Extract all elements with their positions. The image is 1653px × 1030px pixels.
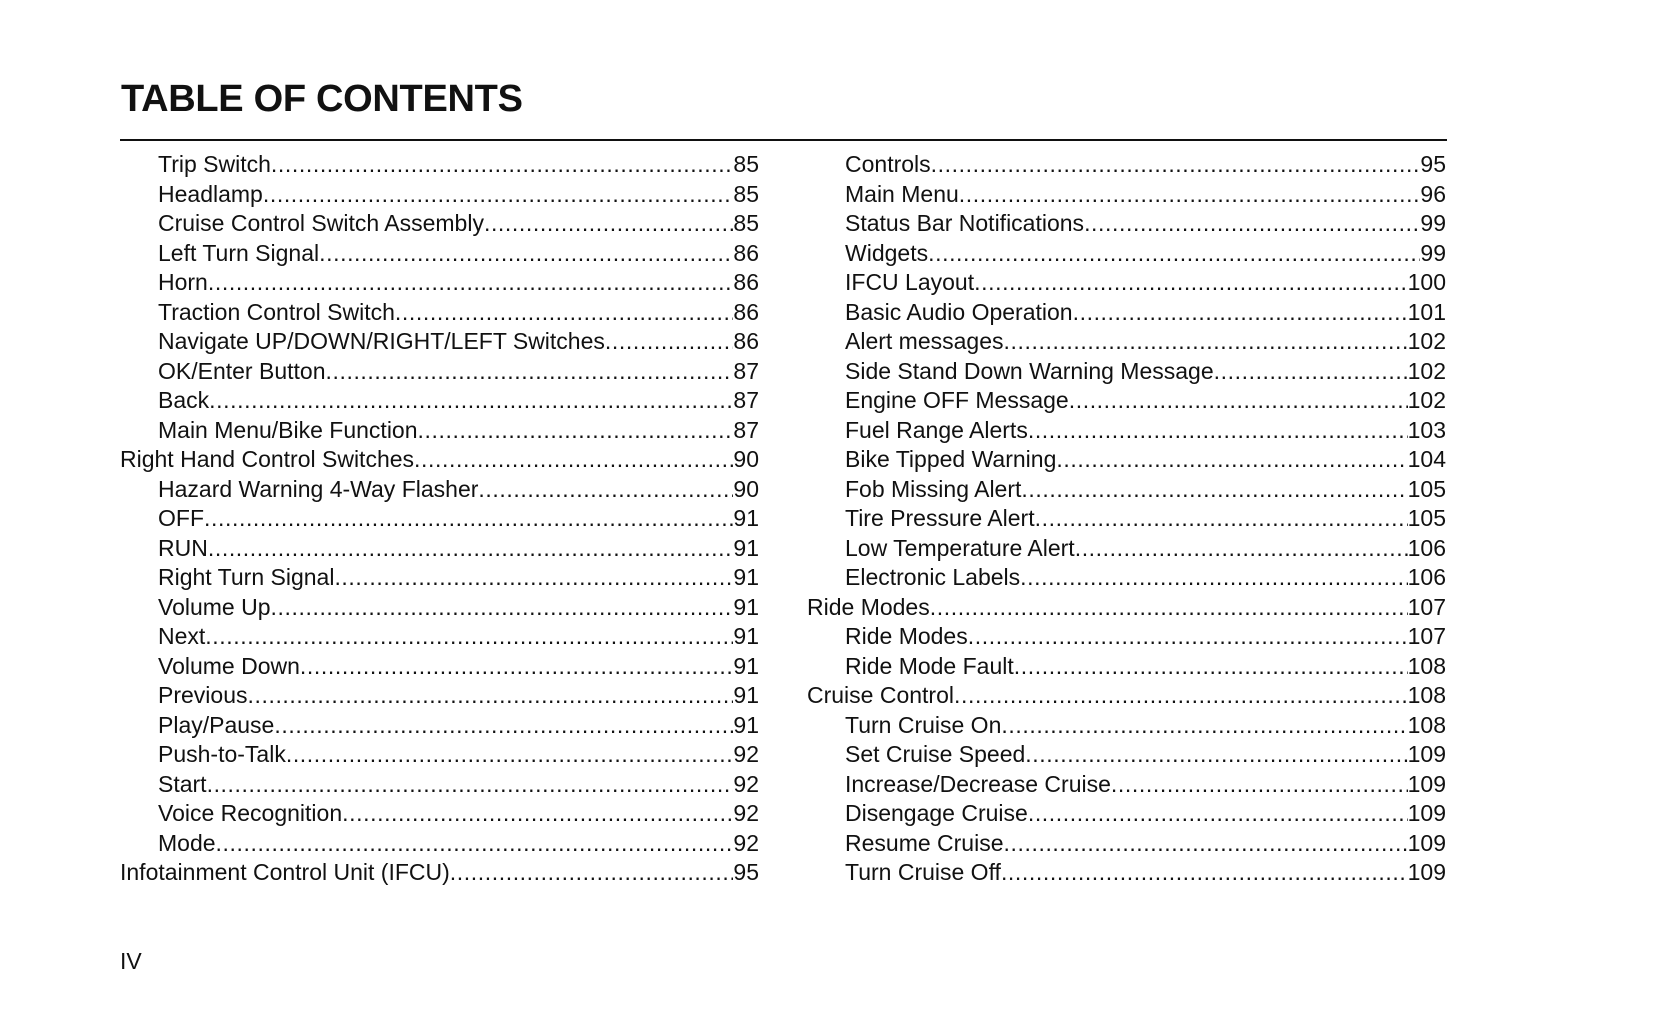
dot-leader [1004, 327, 1408, 357]
toc-entry-label: Electronic Labels [845, 564, 1021, 590]
toc-entry-page: 91 [733, 682, 759, 708]
dot-leader [959, 180, 1421, 210]
toc-entry-page: 92 [733, 770, 759, 797]
toc-entry[interactable] [120, 829, 759, 859]
toc-entry-page: 99 [1420, 239, 1446, 266]
toc-entry-label: Right Hand Control Switches [120, 446, 415, 472]
toc-entry[interactable] [120, 239, 759, 269]
toc-entry-page: 92 [733, 741, 759, 767]
toc-entry[interactable] [807, 150, 1446, 180]
toc-entry-page: 92 [733, 829, 759, 856]
dot-leader [1020, 563, 1407, 593]
dot-leader [204, 504, 733, 534]
dot-leader [1214, 357, 1408, 387]
dot-leader [319, 239, 733, 269]
dot-leader [208, 534, 734, 564]
toc-entry[interactable] [807, 711, 1446, 741]
toc-entry[interactable] [120, 180, 759, 210]
dot-leader [954, 681, 1408, 711]
dot-leader [247, 681, 733, 711]
toc-entry[interactable] [807, 563, 1446, 593]
toc-entry[interactable] [120, 770, 759, 800]
toc-entry[interactable] [807, 239, 1446, 269]
toc-entry-page: 102 [1407, 387, 1446, 413]
toc-entry[interactable] [807, 534, 1446, 564]
toc-entry[interactable] [807, 858, 1446, 888]
toc-entry-label: Horn [158, 269, 208, 295]
toc-entry-label: Bike Tipped Warning [845, 446, 1057, 472]
toc-entry-label: Turn Cruise Off [845, 859, 1001, 885]
toc-entry-label: Set Cruise Speed [845, 741, 1026, 767]
toc-entry-label: Side Stand Down Warning Message [845, 357, 1214, 384]
toc-entry[interactable] [807, 327, 1446, 357]
toc-entry-label: Controls [845, 151, 931, 177]
toc-entry-page: 109 [1407, 829, 1446, 856]
toc-entry[interactable] [807, 770, 1446, 800]
toc-entry-page: 105 [1407, 475, 1446, 502]
toc-entry[interactable] [807, 357, 1446, 387]
toc-entry-label: Right Turn Signal [158, 564, 335, 590]
toc-entry-page: 91 [733, 593, 759, 620]
dot-leader [414, 445, 733, 475]
toc-entry-label: Disengage Cruise [845, 800, 1028, 826]
toc-entry-page: 87 [733, 416, 759, 443]
toc-entry-page: 104 [1407, 446, 1446, 472]
toc-entry-page: 107 [1407, 593, 1446, 620]
toc-entry-label: Volume Down [158, 652, 300, 679]
toc-entry-page: 100 [1407, 269, 1446, 295]
dot-leader [1075, 534, 1408, 564]
toc-entry-label: IFCU Layout [845, 269, 975, 295]
toc-section-entry[interactable] [807, 681, 1446, 711]
toc-entry[interactable] [807, 209, 1446, 239]
page-title: TABLE OF CONTENTS [121, 78, 523, 120]
toc-entry-label: Alert messages [845, 328, 1004, 354]
toc-entry-page: 102 [1407, 328, 1446, 354]
toc-entry-label: Low Temperature Alert [845, 534, 1075, 561]
dot-leader [395, 298, 734, 328]
toc-entry-label: RUN [158, 534, 208, 561]
dot-leader [478, 475, 733, 505]
toc-entry-page: 90 [733, 475, 759, 502]
dot-leader [271, 593, 734, 623]
toc-entry[interactable] [120, 298, 759, 328]
dot-leader [205, 622, 733, 652]
toc-entry-page: 103 [1407, 416, 1446, 443]
toc-entry-page: 85 [733, 180, 759, 207]
toc-entry[interactable] [807, 445, 1446, 475]
toc-entry[interactable] [120, 475, 759, 505]
toc-entry[interactable] [120, 681, 759, 711]
toc-entry[interactable] [120, 622, 759, 652]
title-rule [120, 139, 1447, 141]
page-number: IV [120, 948, 142, 974]
toc-entry-label: Play/Pause [158, 711, 275, 738]
toc-entry-label: Ride Mode Fault [845, 652, 1014, 679]
dot-leader [484, 209, 733, 239]
toc-entry-label: Traction Control Switch [158, 298, 395, 325]
toc-entry[interactable] [807, 799, 1446, 829]
toc-entry-page: 95 [733, 859, 759, 885]
dot-leader [263, 180, 734, 210]
toc-section-entry[interactable] [120, 445, 759, 475]
dot-leader [1084, 209, 1420, 239]
toc-entry-page: 99 [1420, 210, 1446, 236]
toc-entry-label: OK/Enter Button [158, 357, 326, 384]
toc-entry-page: 91 [733, 505, 759, 531]
toc-column-right [807, 150, 1446, 888]
toc-entry-page: 109 [1407, 741, 1446, 767]
toc-entry-page: 108 [1407, 711, 1446, 738]
toc-entry[interactable] [120, 357, 759, 387]
toc-entry[interactable] [120, 327, 759, 357]
dot-leader [274, 711, 733, 741]
toc-entry[interactable] [807, 386, 1446, 416]
toc-entry-page: 86 [733, 298, 759, 325]
dot-leader [1073, 298, 1408, 328]
toc-entry[interactable] [120, 740, 759, 770]
toc-entry-label: Resume Cruise [845, 829, 1004, 856]
toc-entry-label: Main Menu/Bike Function [158, 416, 418, 443]
toc-entry-page: 108 [1407, 652, 1446, 679]
toc-entry-page: 101 [1407, 298, 1446, 325]
toc-entry-page: 109 [1407, 800, 1446, 826]
toc-section-entry[interactable] [807, 593, 1446, 623]
toc-entry-label: Cruise Control [807, 682, 954, 708]
toc-entry-label: Voice Recognition [158, 800, 343, 826]
toc-section-entry[interactable] [120, 858, 759, 888]
toc-entry-label: Cruise Control Switch Assembly [158, 210, 484, 236]
dot-leader [931, 150, 1421, 180]
toc-entry-label: Next [158, 623, 206, 649]
toc-entry-label: Left Turn Signal [158, 239, 320, 266]
toc-entry-label: Back [158, 387, 210, 413]
dot-leader [1021, 475, 1407, 505]
toc-entry-label: Hazard Warning 4-Way Flasher [158, 475, 479, 502]
toc-entry[interactable] [807, 180, 1446, 210]
toc-entry-page: 85 [733, 210, 759, 236]
toc-entry-page: 86 [733, 328, 759, 354]
toc-entry[interactable] [120, 799, 759, 829]
toc-entry-page: 105 [1407, 505, 1446, 531]
dot-leader [208, 268, 734, 298]
dot-leader [271, 150, 734, 180]
dot-leader [1001, 711, 1407, 741]
toc-entry[interactable] [120, 563, 759, 593]
toc-entry-label: Main Menu [845, 180, 959, 207]
toc-entry[interactable] [120, 268, 759, 298]
toc-entry-page: 87 [733, 387, 759, 413]
toc-entry-page: 91 [733, 534, 759, 561]
toc-entry-page: 91 [733, 652, 759, 679]
toc-entry-page: 90 [733, 446, 759, 472]
dot-leader [418, 416, 734, 446]
toc-entry-page: 92 [733, 800, 759, 826]
dot-leader [334, 563, 733, 593]
toc-entry-label: Mode [158, 829, 216, 856]
dot-leader [1035, 504, 1408, 534]
toc-entry-label: Start [158, 770, 207, 797]
toc-entry[interactable] [807, 298, 1446, 328]
dot-leader [209, 386, 733, 416]
toc-entry[interactable] [807, 740, 1446, 770]
toc-entry[interactable] [807, 416, 1446, 446]
toc-entry-page: 109 [1407, 859, 1446, 885]
toc-entry-label: Trip Switch [158, 151, 271, 177]
toc-entry-label: Volume Up [158, 593, 271, 620]
toc-entry-label: Push-to-Talk [158, 741, 286, 767]
toc-entry[interactable] [120, 711, 759, 741]
dot-leader [1069, 386, 1408, 416]
toc-entry[interactable] [120, 652, 759, 682]
toc-entry[interactable] [807, 829, 1446, 859]
dot-leader [605, 327, 734, 357]
dot-leader [1111, 770, 1408, 800]
dot-leader [286, 740, 734, 770]
toc-entry-label: Tire Pressure Alert [845, 505, 1035, 531]
toc-entry[interactable] [120, 386, 759, 416]
dot-leader [342, 799, 733, 829]
toc-entry-page: 86 [733, 239, 759, 266]
toc-entry-label: Basic Audio Operation [845, 298, 1073, 325]
toc-entry-page: 85 [733, 151, 759, 177]
toc-entry[interactable] [807, 475, 1446, 505]
toc-entry[interactable] [120, 593, 759, 623]
toc-entry-page: 91 [733, 711, 759, 738]
toc-entry-label: Fob Missing Alert [845, 475, 1022, 502]
toc-entry-label: Navigate UP/DOWN/RIGHT/LEFT Switches [158, 328, 605, 354]
dot-leader [928, 239, 1420, 269]
dot-leader [1028, 799, 1408, 829]
toc-entry-label: Ride Modes [807, 593, 930, 620]
toc-entry-page: 109 [1407, 770, 1446, 797]
toc-entry[interactable] [807, 268, 1446, 298]
toc-entry-label: Increase/Decrease Cruise [845, 770, 1111, 797]
dot-leader [1028, 416, 1408, 446]
dot-leader [1001, 858, 1408, 888]
dot-leader [450, 858, 734, 888]
toc-entry-page: 86 [733, 269, 759, 295]
toc-entry[interactable] [120, 504, 759, 534]
toc-entry-page: 95 [1420, 151, 1446, 177]
dot-leader [1025, 740, 1407, 770]
dot-leader [1056, 445, 1407, 475]
toc-entry[interactable] [120, 150, 759, 180]
dot-leader [1004, 829, 1408, 859]
toc-entry-page: 102 [1407, 357, 1446, 384]
toc-entry-page: 107 [1407, 623, 1446, 649]
toc-entry[interactable] [120, 534, 759, 564]
toc-entry-page: 106 [1407, 534, 1446, 561]
toc-entry-page: 91 [733, 564, 759, 590]
toc-entry-label: OFF [158, 505, 204, 531]
toc-entry-page: 108 [1407, 682, 1446, 708]
dot-leader [974, 268, 1408, 298]
dot-leader [968, 622, 1408, 652]
toc-entry-label: Headlamp [158, 180, 263, 207]
toc-entry-label: Engine OFF Message [845, 387, 1069, 413]
dot-leader [300, 652, 733, 682]
dot-leader [930, 593, 1408, 623]
toc-column-left [120, 150, 759, 888]
toc-entry-label: Ride Modes [845, 623, 968, 649]
dot-leader [216, 829, 734, 859]
toc-entry-page: 87 [733, 357, 759, 384]
toc-entry-label: Previous [158, 682, 248, 708]
toc-entry-label: Fuel Range Alerts [845, 416, 1028, 443]
toc-entry[interactable] [120, 209, 759, 239]
toc-entry-page: 91 [733, 623, 759, 649]
toc-entry[interactable] [807, 652, 1446, 682]
toc-entry-label: Widgets [845, 239, 929, 266]
dot-leader [207, 770, 734, 800]
dot-leader [325, 357, 733, 387]
dot-leader [1014, 652, 1408, 682]
toc-entry[interactable] [120, 416, 759, 446]
toc-entry-label: Infotainment Control Unit (IFCU) [120, 859, 450, 885]
toc-entry-label: Status Bar Notifications [845, 210, 1085, 236]
toc-entry[interactable] [807, 504, 1446, 534]
toc-entry-page: 106 [1407, 564, 1446, 590]
toc-entry-page: 96 [1420, 180, 1446, 207]
toc-entry-label: Turn Cruise On [845, 711, 1002, 738]
toc-entry[interactable] [807, 622, 1446, 652]
